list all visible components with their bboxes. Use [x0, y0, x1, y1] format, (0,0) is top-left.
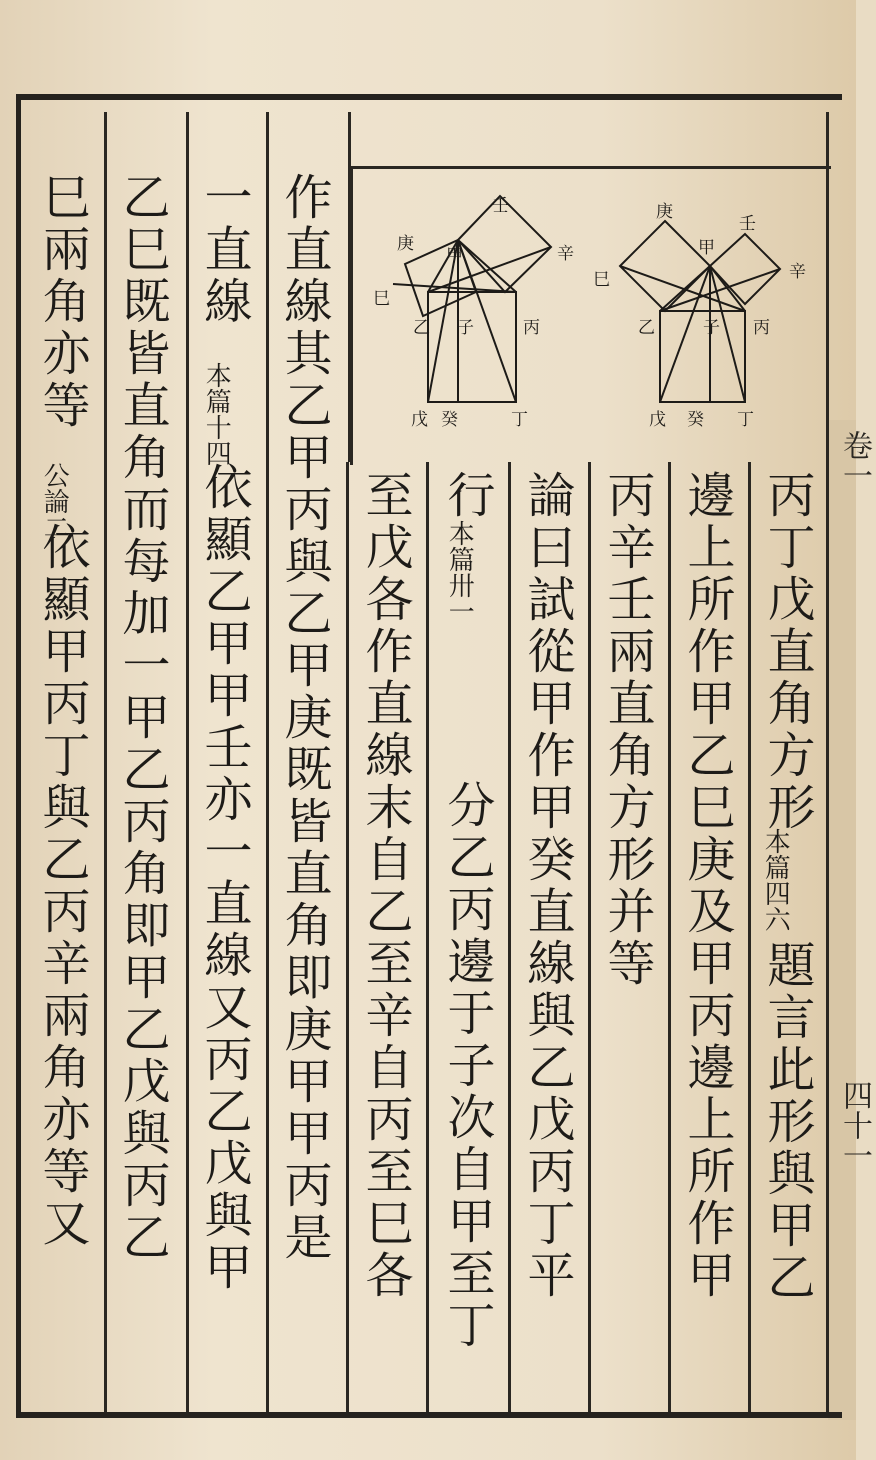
text-column-7: 作直線其乙甲丙與乙甲庚既皆直角即庚甲甲丙是	[276, 172, 332, 1264]
column-rule	[186, 112, 189, 1412]
text-column-10b: 依顯甲丙丁與乙丙辛兩角亦等又	[34, 522, 90, 1250]
text-column-1: 丙丁戊直角方形	[759, 470, 815, 834]
diagram-label: 癸	[441, 410, 458, 430]
reference-note: 公論二	[39, 462, 70, 540]
diagram-label: 庚	[397, 234, 414, 254]
diagram-label: 丁	[737, 410, 754, 430]
left-diagram-labels	[373, 196, 574, 430]
reference-note: 本篇四六	[760, 828, 791, 932]
column-rule	[104, 112, 107, 1412]
column-rule	[266, 112, 269, 1412]
text-column-9: 乙巳既皆直角而每加一甲乙丙角即甲乙戊與丙乙	[114, 172, 170, 1264]
diagram-label: 巳	[593, 270, 610, 290]
text-column-4: 論曰試從甲作甲癸直線與乙戊丙丁平	[519, 470, 575, 1302]
frame-top-border	[16, 94, 842, 100]
column-rule	[426, 462, 429, 1412]
diagram-label: 丙	[523, 318, 540, 338]
left-diagram	[393, 196, 551, 402]
text-column-1b: 題言此形與甲乙	[759, 940, 815, 1304]
diagram-label: 戊	[649, 410, 666, 430]
diagram-label: 辛	[789, 262, 806, 282]
frame-left-border	[16, 94, 21, 1418]
page-fold	[828, 420, 856, 1420]
diagram-label: 巳	[373, 289, 390, 309]
diagram-label: 丙	[753, 318, 770, 338]
column-rule	[748, 462, 751, 1412]
right-diagram-labels	[593, 202, 806, 430]
diagram-label: 子	[703, 318, 720, 338]
diagram-label: 乙	[413, 318, 430, 338]
text-column-5b: 分乙丙邊于子次自甲至丁	[439, 780, 495, 1352]
geometry-diagram-panel	[350, 166, 831, 465]
diagram-label: 戊	[411, 410, 428, 430]
diagram-label: 子	[457, 318, 474, 338]
diagram-label: 丁	[511, 410, 528, 430]
diagram-label: 乙	[638, 318, 655, 338]
margin-mark-top: 卷一	[837, 430, 872, 490]
margin-mark-bottom: 四十一	[837, 1080, 872, 1170]
column-rule	[668, 462, 671, 1412]
diagram-label: 庚	[656, 202, 673, 222]
column-rule	[588, 462, 591, 1412]
text-column-8: 一直線	[196, 172, 252, 328]
pythagoras-diagrams	[353, 169, 831, 465]
text-column-3: 丙辛壬兩直角方形并等	[599, 470, 655, 990]
diagram-label: 壬	[492, 196, 509, 216]
diagram-label: 辛	[557, 244, 574, 264]
text-column-2: 邊上所作甲乙巳庚及甲丙邊上所作甲	[679, 470, 735, 1302]
column-rule	[346, 462, 349, 1412]
reference-note: 本篇卅一	[444, 520, 475, 624]
text-column-5: 行	[439, 470, 495, 522]
frame-bottom-border	[16, 1412, 842, 1418]
diagram-label: 甲	[446, 246, 463, 266]
reference-note: 本篇十四	[201, 362, 232, 466]
text-column-10: 巳兩角亦等	[34, 172, 90, 432]
text-column-6: 至戊各作直線末自乙至辛自丙至巳各	[357, 470, 413, 1302]
column-rule	[508, 462, 511, 1412]
text-column-8b: 依顯乙甲甲壬亦一直線又丙乙戊與甲	[196, 462, 252, 1294]
diagram-label: 甲	[698, 238, 715, 258]
diagram-label: 癸	[687, 410, 704, 430]
diagram-label: 壬	[739, 214, 756, 234]
